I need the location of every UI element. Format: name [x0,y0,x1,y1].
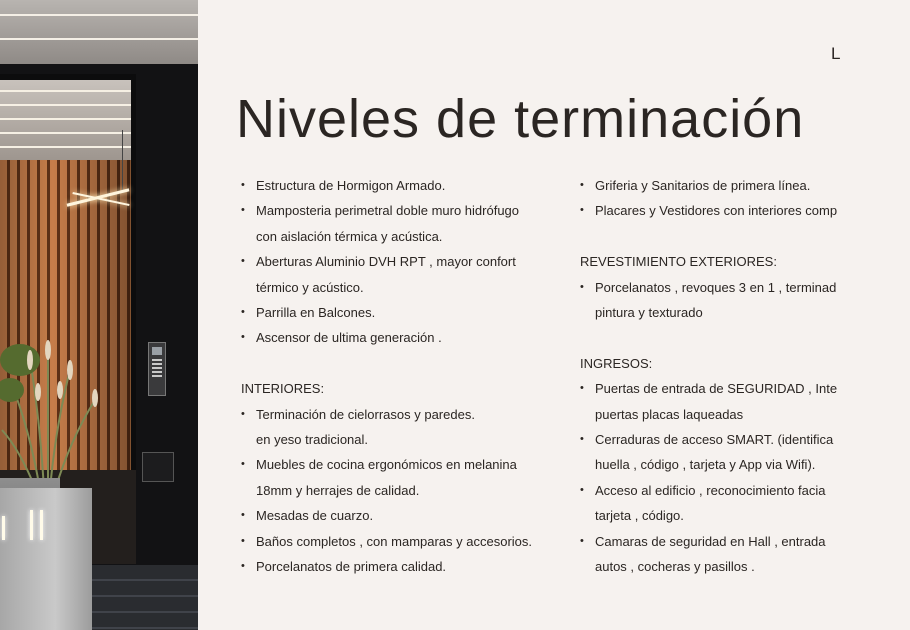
intercom-panel [148,342,166,396]
list-item-line: con aislación térmica y acústica. [256,228,443,244]
list-item [241,402,571,453]
list-item [580,529,910,580]
exteriores-list [580,275,910,326]
left-column [241,173,571,579]
list-item-line: Cerraduras de acceso SMART. (identifica [595,432,834,448]
list-item-line: pintura y texturado [595,305,703,321]
list-item-line: térmico y acústico. [256,279,364,295]
interiores-list [241,402,571,580]
lobby-ceiling [0,80,131,160]
list-item-line: Porcelanatos de primera calidad. [256,559,447,575]
right-column [580,173,910,579]
ingresos-heading: INGRESOS: [580,355,653,371]
list-item-line: Terminación de cielorrasos y paredes. [256,406,475,422]
list-item-line: Parrilla en Balcones. [256,305,376,321]
finishes-list [580,173,910,224]
page-title: Niveles de terminación [236,89,805,149]
structure-list [241,173,571,351]
list-item [580,427,910,478]
mailbox [142,452,174,482]
list-item-line: Puertas de entrada de SEGURIDAD , Inte [595,381,838,397]
list-item [580,198,910,223]
planter [0,488,92,630]
list-item [580,173,910,198]
list-item-line: Estructura de Hormigon Armado. [256,178,446,193]
list-item-line: 18mm y herrajes de calidad. [256,482,420,498]
list-item-line: Aberturas Aluminio DVH RPT , mayor confort [256,254,516,270]
list-item [241,452,571,503]
ceiling [0,0,198,64]
list-item [241,503,571,528]
list-item-line: tarjeta , código. [595,508,684,524]
list-item-line: Acceso al edificio , reconocimiento facia [595,482,826,498]
list-item [241,529,571,554]
plant-icon [0,320,100,490]
list-item [241,173,571,198]
list-item-line: autos , cocheras y pasillos . [595,559,755,575]
interiores-heading: INTERIORES: [241,381,325,397]
list-item [241,249,571,300]
list-item [580,478,910,529]
list-item [241,198,571,249]
list-item-line: Porcelanatos , revoques 3 en 1 , terminad [595,279,837,295]
list-item-line: Camaras de seguridad en Hall , entrada [595,533,826,549]
corner-letter: L [831,44,842,63]
list-item-line: puertas placas laqueadas [595,406,744,422]
ingresos-list [580,376,910,579]
list-item-line: Mamposteria perimetral doble muro hidrófugo [256,203,520,219]
list-item-line: en yeso tradicional. [256,432,369,448]
exteriores-heading: REVESTIMIENTO EXTERIORES: [580,254,777,270]
list-item-line: Ascensor de ultima generación . [256,330,442,346]
list-item-line: Griferia y Sanitarios de primera línea. [595,178,811,193]
list-item-line: huella , código , tarjeta y App via Wifi). [595,457,816,473]
list-item [580,376,910,427]
list-item-line: Baños completos , con mamparas y accesorios. [256,533,533,549]
list-item-line: Mesadas de cuarzo. [256,508,374,524]
building-entrance-photo [0,0,198,630]
list-item-line: Placares y Vestidores con interiores comp [595,203,838,219]
entrance-steps [92,565,198,630]
list-item [241,554,571,579]
list-item-line: Muebles de cocina ergonómicos en melanina [256,457,517,473]
list-item [241,300,571,325]
list-item [241,325,571,350]
list-item [580,275,910,326]
